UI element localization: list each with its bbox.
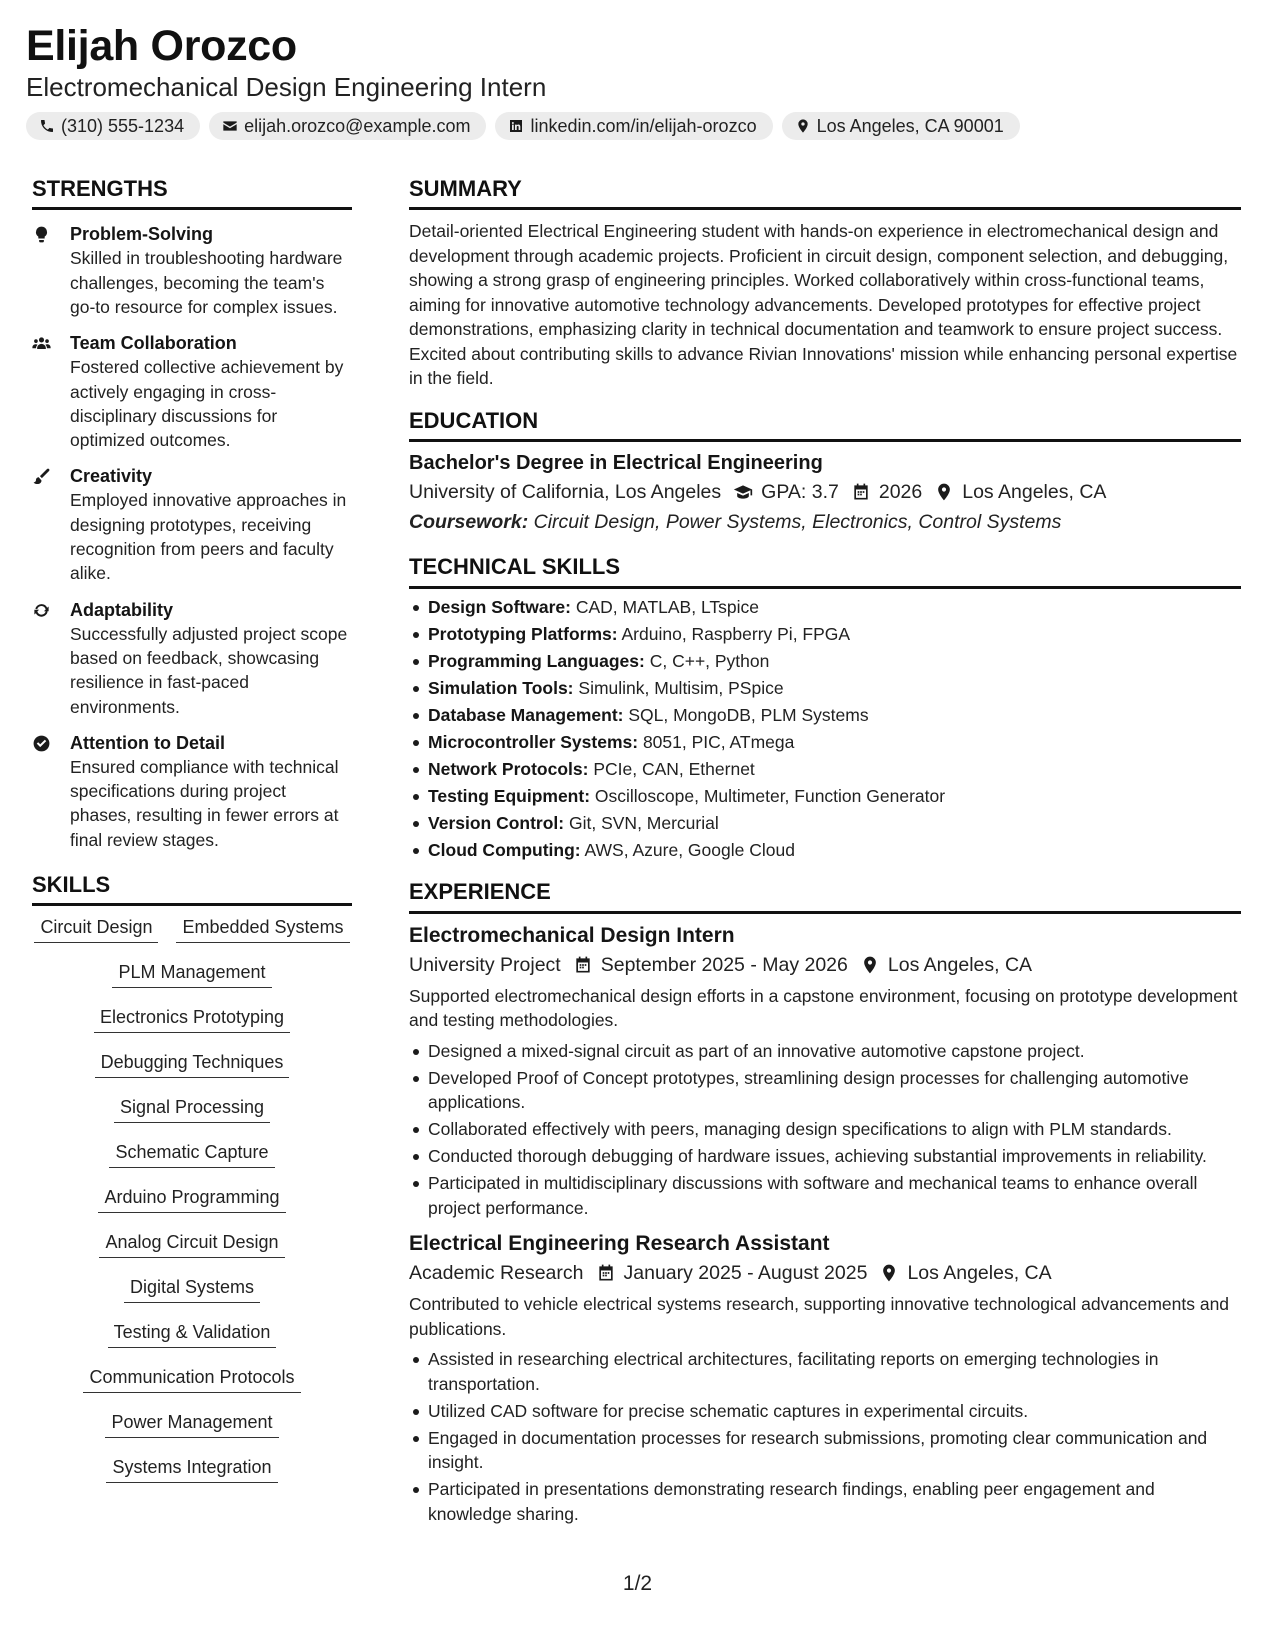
tech-skill-item: Database Management: SQL, MongoDB, PLM Systems — [409, 703, 1241, 728]
job-title: Electrical Engineering Research Assistant — [409, 1232, 830, 1256]
job-bullet: Developed Proof of Concept prototypes, streamlining design processes for challenging automotive applications. — [409, 1066, 1241, 1115]
strength-item — [32, 731, 352, 852]
contact-linkedin-text: linkedin.com/in/elijah-orozco — [530, 115, 757, 136]
job-description: Contributed to vehicle electrical systems research, supporting innovative technological advancements and publications. — [409, 1294, 1230, 1339]
skills-section — [32, 872, 352, 1499]
envelope-icon — [222, 118, 238, 134]
skills-list — [32, 906, 352, 1499]
candidate-name: Elijah Orozco — [26, 22, 297, 70]
technical-skills-list — [409, 595, 1241, 863]
strength-desc: Employed innovative approaches in designing prototypes, receiving recognition from peers and faculty alike. — [70, 490, 347, 584]
skill-tag: Embedded Systems — [176, 914, 349, 943]
job-description: Supported electromechanical design efforts in a capstone environment, focusing on prototype development and testing methodologies. — [409, 985, 1238, 1031]
job-bullet: Designed a mixed-signal circuit as part of an innovative automotive capstone project. — [409, 1039, 1241, 1064]
job-bullet: Participated in multidisciplinary discussions with software and mechanical teams to enhance overall project performance. — [409, 1171, 1241, 1220]
tech-skill-item: Design Software: CAD, MATLAB, LTspice — [409, 595, 1241, 620]
lightbulb-icon — [32, 225, 51, 244]
skill-tag: Digital Systems — [124, 1274, 260, 1303]
experience-section — [409, 879, 1241, 1526]
strength-item — [32, 331, 352, 452]
school-location: Los Angeles, CA — [962, 481, 1107, 504]
education-meta — [409, 477, 1241, 507]
job-location: Los Angeles, CA — [907, 1262, 1052, 1285]
map-pin-icon — [879, 1263, 899, 1283]
job-org: Academic Research — [409, 1262, 584, 1285]
job-org: University Project — [409, 953, 561, 976]
paintbrush-icon — [32, 467, 51, 486]
strength-title: Creativity — [70, 466, 153, 487]
check-circle-icon — [32, 734, 51, 753]
technical-skills-section — [409, 554, 1241, 862]
resume-header — [26, 22, 1256, 140]
skill-tag: Power Management — [105, 1409, 278, 1438]
school-name: University of California, Los Angeles — [409, 481, 722, 504]
experience-heading: EXPERIENCE — [409, 879, 1241, 913]
summary-heading: SUMMARY — [409, 176, 1241, 210]
job-meta — [409, 1258, 1241, 1288]
skill-tag: Testing & Validation — [108, 1319, 277, 1348]
tech-skill-item: Simulation Tools: Simulink, Multisim, PSpice — [409, 676, 1241, 701]
graduation-year: 2026 — [878, 481, 923, 504]
job-dates: January 2025 - August 2025 — [623, 1262, 868, 1285]
job-entry — [409, 922, 1241, 1221]
strength-desc: Ensured compliance with technical specifications during project phases, resulting in fewer errors at final review stages. — [70, 756, 339, 850]
calendar-icon — [596, 1263, 616, 1283]
linkedin-icon — [508, 118, 524, 134]
calendar-icon — [573, 955, 593, 975]
summary-section — [409, 176, 1241, 391]
strength-desc: Fostered collective achievement by actively engaging in cross-disciplinary discussions for optimized outcomes. — [70, 357, 344, 451]
map-pin-icon — [795, 118, 811, 134]
map-pin-icon — [860, 955, 880, 975]
strength-title: Team Collaboration — [70, 333, 237, 354]
skill-tag: PLM Management — [112, 959, 271, 988]
technical-skills-heading: TECHNICAL SKILLS — [409, 554, 1241, 588]
strength-item — [32, 464, 352, 585]
job-bullet: Conducted thorough debugging of hardware issues, achieving substantial improvements in reliability. — [409, 1144, 1241, 1169]
job-location: Los Angeles, CA — [887, 953, 1033, 976]
strength-item — [32, 598, 352, 719]
candidate-title: Electromechanical Design Engineering Intern — [26, 72, 547, 103]
tech-skill-item: Testing Equipment: Oscilloscope, Multimeter, Function Generator — [409, 784, 1241, 809]
tech-skill-item: Network Protocols: PCIe, CAN, Ethernet — [409, 757, 1241, 782]
strength-title: Adaptability — [70, 599, 174, 620]
coursework-list: Circuit Design, Power Systems, Electronics, Control Systems — [533, 511, 1062, 534]
skill-tag: Analog Circuit Design — [99, 1229, 284, 1258]
tech-skill-item: Microcontroller Systems: 8051, PIC, ATmega — [409, 730, 1241, 755]
strength-desc: Successfully adjusted project scope based on feedback, showcasing resilience in fast-paced environments. — [70, 623, 348, 717]
strength-desc: Skilled in troubleshooting hardware challenges, becoming the team's go-to resource for complex issues. — [70, 248, 343, 317]
contact-email[interactable] — [209, 112, 486, 140]
coursework-label: Coursework: — [409, 511, 529, 534]
coursework — [409, 507, 1241, 537]
skill-tag: Debugging Techniques — [95, 1049, 290, 1078]
graduation-cap-icon — [733, 482, 753, 502]
contact-phone-text: (310) 555-1234 — [61, 115, 185, 136]
contact-bar — [26, 112, 1256, 140]
job-bullet: Utilized CAD software for precise schematic captures in experimental circuits. — [409, 1399, 1241, 1424]
skill-tag: Circuit Design — [34, 914, 158, 943]
job-bullet: Participated in presentations demonstrating research findings, enabling peer engagement and knowledge sharing. — [409, 1477, 1241, 1526]
strength-title: Attention to Detail — [70, 732, 225, 753]
job-bullet: Collaborated effectively with peers, managing design specifications to align with PLM standards. — [409, 1117, 1241, 1142]
sync-icon — [32, 601, 51, 620]
page-number: 1/2 — [622, 1572, 653, 1595]
skill-tag: Schematic Capture — [109, 1139, 274, 1168]
strength-title: Problem-Solving — [70, 224, 214, 245]
skill-tag: Communication Protocols — [83, 1364, 300, 1393]
phone-icon — [39, 118, 55, 134]
job-bullets — [409, 1039, 1241, 1221]
tech-skill-item: Version Control: Git, SVN, Mercurial — [409, 811, 1241, 836]
contact-email-text: elijah.orozco@example.com — [244, 115, 471, 136]
degree-title: Bachelor's Degree in Electrical Engineering — [409, 452, 823, 475]
skill-tag: Signal Processing — [114, 1094, 270, 1123]
job-bullet: Engaged in documentation processes for research submissions, promoting clear communication and insight. — [409, 1426, 1241, 1475]
calendar-icon — [851, 482, 871, 502]
job-meta — [409, 950, 1241, 980]
skill-tag: Electronics Prototyping — [94, 1004, 290, 1033]
summary-text: Detail-oriented Electrical Engineering student with hands-on experience in electromechanical design and development through academic projects. Proficient in circuit design, component selection, and debugging, showing a strong grasp of engineering principles. Worked collaboratively within cross-functional teams, aiming for innovative automotive technology advancements. Developed prototypes for effective project demonstrations, emphasizing clarity in technical documentation and teamwork to ensure project success. Excited about contributing skills to advance Rivian Innovations' mission while enhancing personal expertise in the field. — [409, 221, 1238, 389]
tech-skill-item: Prototyping Platforms: Arduino, Raspberry Pi, FPGA — [409, 622, 1241, 647]
job-entry — [409, 1230, 1241, 1526]
users-icon — [32, 334, 51, 353]
job-title: Electromechanical Design Intern — [409, 923, 735, 947]
job-bullets — [409, 1347, 1241, 1526]
job-dates: September 2025 - May 2026 — [600, 953, 848, 976]
right-column — [409, 176, 1241, 1529]
contact-location — [782, 112, 1020, 140]
tech-skill-item: Programming Languages: C, C++, Python — [409, 649, 1241, 674]
skill-tag: Arduino Programming — [98, 1184, 285, 1213]
job-bullet: Assisted in researching electrical architectures, facilitating reports on emerging technologies in transportation. — [409, 1347, 1241, 1396]
map-pin-icon — [934, 482, 954, 502]
skill-tag: Systems Integration — [106, 1454, 277, 1483]
left-column — [32, 176, 352, 1499]
skills-heading: SKILLS — [32, 872, 352, 906]
education-heading: EDUCATION — [409, 408, 1241, 442]
contact-phone[interactable] — [26, 112, 200, 140]
tech-skill-item: Cloud Computing: AWS, Azure, Google Cloud — [409, 838, 1241, 863]
contact-linkedin[interactable] — [495, 112, 772, 140]
strength-item — [32, 222, 352, 319]
contact-location-text: Los Angeles, CA 90001 — [816, 115, 1004, 136]
strengths-heading: STRENGTHS — [32, 176, 352, 210]
education-section — [409, 408, 1241, 537]
strengths-section — [32, 176, 352, 852]
gpa: GPA: 3.7 — [761, 481, 839, 504]
